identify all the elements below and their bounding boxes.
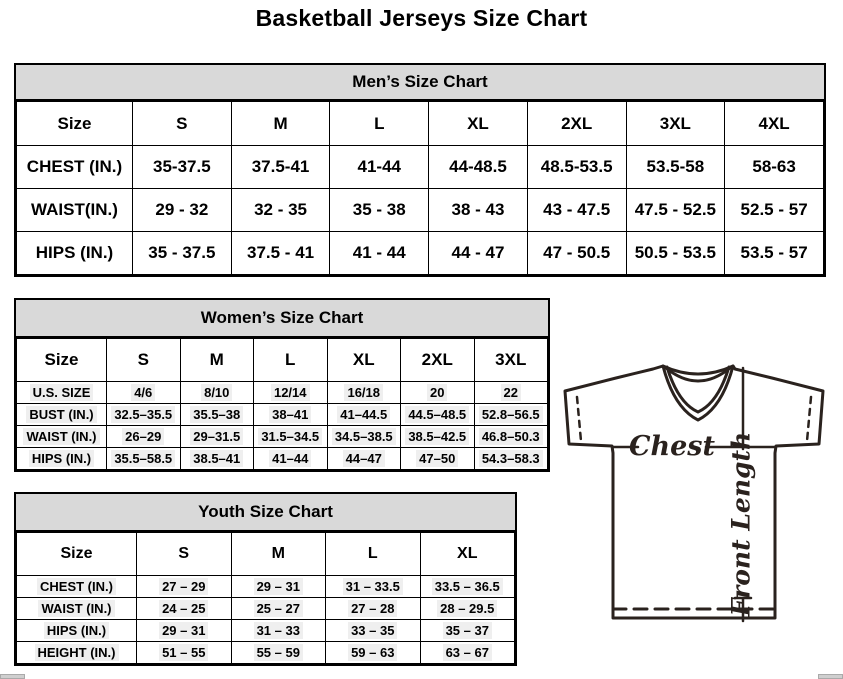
size-column-header: M bbox=[231, 533, 326, 576]
row-label-cell: HIPS (IN.) bbox=[17, 232, 133, 275]
size-corner-header: Size bbox=[17, 533, 137, 576]
table-row bbox=[17, 448, 548, 470]
size-value-cell: 38.5–42.5 bbox=[401, 426, 475, 448]
table-row bbox=[17, 404, 548, 426]
size-value-cell: 29–31.5 bbox=[180, 426, 254, 448]
size-column-header: S bbox=[107, 339, 181, 382]
size-value-cell: 48.5-53.5 bbox=[527, 146, 626, 189]
size-value-cell: 37.5-41 bbox=[231, 146, 330, 189]
size-column-header: 2XL bbox=[527, 102, 626, 146]
size-value-cell: 46.8–50.3 bbox=[474, 426, 548, 448]
front-length-label: Front Length bbox=[726, 431, 756, 617]
size-value-cell: 20 bbox=[401, 382, 475, 404]
row-label-cell: U.S. SIZE bbox=[17, 382, 107, 404]
row-label-cell: HIPS (IN.) bbox=[17, 620, 137, 642]
size-table bbox=[16, 532, 515, 664]
scrollbar-fragment-right[interactable] bbox=[818, 674, 843, 679]
size-value-cell: 54.3–58.3 bbox=[474, 448, 548, 470]
size-value-cell: 29 – 31 bbox=[137, 620, 232, 642]
mens-size-chart bbox=[14, 63, 826, 277]
size-column-header: S bbox=[137, 533, 232, 576]
size-value-cell: 25 – 27 bbox=[231, 598, 326, 620]
size-column-header: XL bbox=[420, 533, 515, 576]
size-corner-header: Size bbox=[17, 339, 107, 382]
size-column-header: L bbox=[254, 339, 328, 382]
table-row bbox=[17, 382, 548, 404]
table-row bbox=[17, 232, 824, 275]
size-value-cell: 53.5 - 57 bbox=[725, 232, 824, 275]
size-value-cell: 16/18 bbox=[327, 382, 401, 404]
size-value-cell: 31 – 33.5 bbox=[326, 576, 421, 598]
size-value-cell: 27 – 29 bbox=[137, 576, 232, 598]
size-column-header: 3XL bbox=[474, 339, 548, 382]
size-value-cell: 52.8–56.5 bbox=[474, 404, 548, 426]
table-row bbox=[17, 426, 548, 448]
size-column-header: S bbox=[133, 102, 232, 146]
table-title-band: Men’s Size Chart bbox=[16, 65, 824, 101]
size-value-cell: 58-63 bbox=[725, 146, 824, 189]
size-value-cell: 27 – 28 bbox=[326, 598, 421, 620]
size-value-cell: 37.5 - 41 bbox=[231, 232, 330, 275]
size-column-header: 4XL bbox=[725, 102, 824, 146]
womens-size-chart bbox=[14, 298, 550, 472]
page-title: Basketball Jerseys Size Chart bbox=[255, 5, 588, 31]
size-value-cell: 32.5–35.5 bbox=[107, 404, 181, 426]
size-value-cell: 43 - 47.5 bbox=[527, 189, 626, 232]
size-corner-header: Size bbox=[17, 102, 133, 146]
size-table bbox=[16, 101, 824, 275]
size-value-cell: 34.5–38.5 bbox=[327, 426, 401, 448]
size-value-cell: 63 – 67 bbox=[420, 642, 515, 664]
row-label-cell: CHEST (IN.) bbox=[17, 146, 133, 189]
size-value-cell: 26–29 bbox=[107, 426, 181, 448]
size-value-cell: 32 - 35 bbox=[231, 189, 330, 232]
table-row bbox=[17, 598, 515, 620]
size-value-cell: 29 - 32 bbox=[133, 189, 232, 232]
row-label-cell: WAIST(IN.) bbox=[17, 189, 133, 232]
table-row bbox=[17, 146, 824, 189]
size-column-header: 2XL bbox=[401, 339, 475, 382]
size-value-cell: 52.5 - 57 bbox=[725, 189, 824, 232]
size-value-cell: 29 – 31 bbox=[231, 576, 326, 598]
size-value-cell: 35 – 37 bbox=[420, 620, 515, 642]
row-label-cell: WAIST (IN.) bbox=[17, 598, 137, 620]
row-label-cell: CHEST (IN.) bbox=[17, 576, 137, 598]
size-value-cell: 50.5 - 53.5 bbox=[626, 232, 725, 275]
size-value-cell: 55 – 59 bbox=[231, 642, 326, 664]
jersey-measurement-diagram bbox=[556, 356, 842, 646]
size-column-header: M bbox=[231, 102, 330, 146]
size-column-header: XL bbox=[429, 102, 528, 146]
size-value-cell: 38.5–41 bbox=[180, 448, 254, 470]
table-title-band: Women’s Size Chart bbox=[16, 300, 548, 338]
size-value-cell: 31 – 33 bbox=[231, 620, 326, 642]
table-row bbox=[17, 620, 515, 642]
size-value-cell: 44 - 47 bbox=[429, 232, 528, 275]
size-value-cell: 33 – 35 bbox=[326, 620, 421, 642]
size-value-cell: 44.5–48.5 bbox=[401, 404, 475, 426]
size-value-cell: 28 – 29.5 bbox=[420, 598, 515, 620]
size-column-header: M bbox=[180, 339, 254, 382]
size-value-cell: 41–44.5 bbox=[327, 404, 401, 426]
table-row bbox=[17, 576, 515, 598]
youth-size-chart bbox=[14, 492, 517, 666]
size-value-cell: 35-37.5 bbox=[133, 146, 232, 189]
row-label-cell: BUST (IN.) bbox=[17, 404, 107, 426]
jersey-outline bbox=[565, 366, 823, 618]
size-column-header: L bbox=[326, 533, 421, 576]
row-label-cell: HEIGHT (IN.) bbox=[17, 642, 137, 664]
size-value-cell: 31.5–34.5 bbox=[254, 426, 328, 448]
size-value-cell: 35.5–58.5 bbox=[107, 448, 181, 470]
row-label-cell: HIPS (IN.) bbox=[17, 448, 107, 470]
size-value-cell: 35.5–38 bbox=[180, 404, 254, 426]
size-value-cell: 41 - 44 bbox=[330, 232, 429, 275]
size-value-cell: 47.5 - 52.5 bbox=[626, 189, 725, 232]
size-value-cell: 24 – 25 bbox=[137, 598, 232, 620]
size-value-cell: 41-44 bbox=[330, 146, 429, 189]
size-value-cell: 38–41 bbox=[254, 404, 328, 426]
scrollbar-fragment-left[interactable] bbox=[0, 674, 25, 679]
size-value-cell: 35 - 38 bbox=[330, 189, 429, 232]
table-row bbox=[17, 189, 824, 232]
size-value-cell: 22 bbox=[474, 382, 548, 404]
size-column-header: 3XL bbox=[626, 102, 725, 146]
size-value-cell: 47 - 50.5 bbox=[527, 232, 626, 275]
size-value-cell: 35 - 37.5 bbox=[133, 232, 232, 275]
size-value-cell: 41–44 bbox=[254, 448, 328, 470]
size-value-cell: 44–47 bbox=[327, 448, 401, 470]
size-value-cell: 59 – 63 bbox=[326, 642, 421, 664]
size-value-cell: 53.5-58 bbox=[626, 146, 725, 189]
size-value-cell: 8/10 bbox=[180, 382, 254, 404]
table-title-band: Youth Size Chart bbox=[16, 494, 515, 532]
size-column-header: L bbox=[330, 102, 429, 146]
size-value-cell: 47–50 bbox=[401, 448, 475, 470]
size-value-cell: 33.5 – 36.5 bbox=[420, 576, 515, 598]
chest-label: Chest bbox=[629, 431, 715, 462]
size-column-header: XL bbox=[327, 339, 401, 382]
size-value-cell: 12/14 bbox=[254, 382, 328, 404]
size-value-cell: 38 - 43 bbox=[429, 189, 528, 232]
size-value-cell: 4/6 bbox=[107, 382, 181, 404]
row-label-cell: WAIST (IN.) bbox=[17, 426, 107, 448]
size-table bbox=[16, 338, 548, 470]
size-value-cell: 51 – 55 bbox=[137, 642, 232, 664]
table-row bbox=[17, 642, 515, 664]
size-value-cell: 44-48.5 bbox=[429, 146, 528, 189]
